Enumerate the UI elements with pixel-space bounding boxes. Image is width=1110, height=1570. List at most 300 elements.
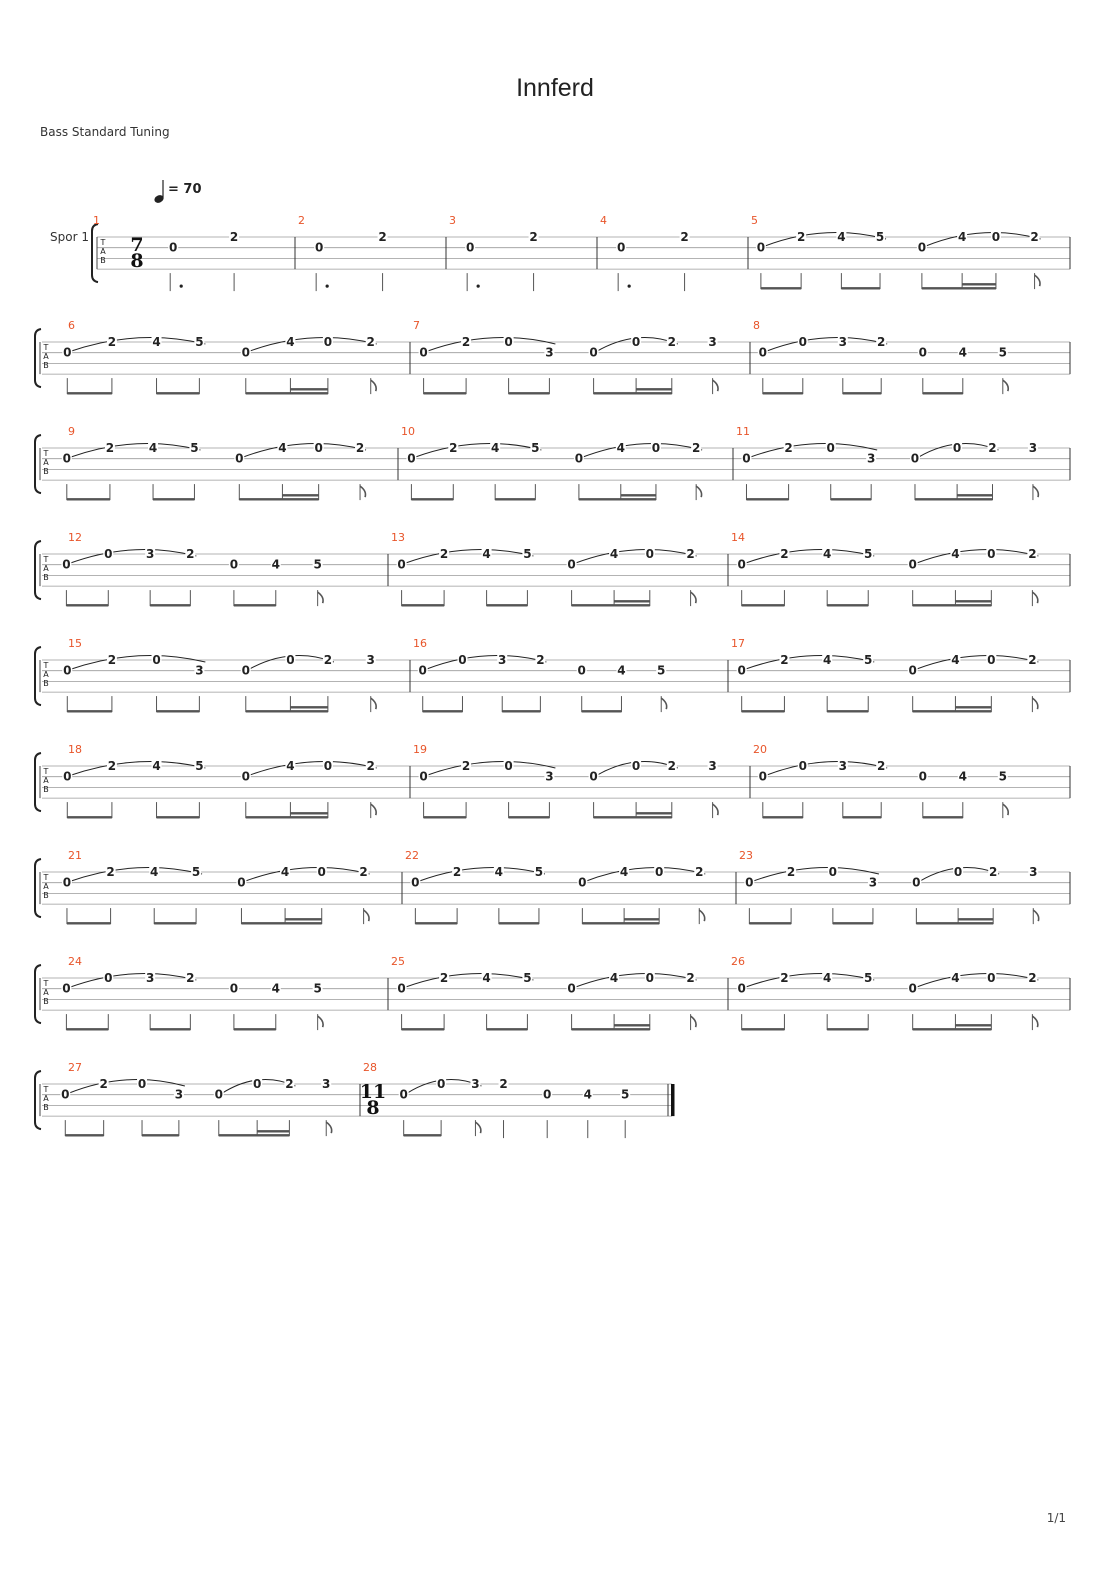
- fret-number: 3: [322, 1077, 331, 1091]
- fret-number: 4: [609, 547, 619, 561]
- fret-number: 0: [411, 875, 420, 890]
- measure: [62, 425, 398, 501]
- measure-number: 25: [391, 955, 405, 968]
- tab-clef-letter: B: [43, 679, 49, 688]
- fret-number: 2: [449, 441, 458, 455]
- tie-arc: [242, 444, 366, 458]
- fret-number: 0: [631, 759, 641, 773]
- fret-number: 0: [314, 240, 324, 255]
- fret-number: 4: [823, 547, 832, 561]
- fret-number: 0: [756, 240, 766, 255]
- tab-clef-letter: A: [43, 352, 49, 361]
- fret-number: 2: [499, 1077, 508, 1091]
- fret-number: 5: [534, 865, 544, 879]
- fret-number: 3: [366, 653, 375, 667]
- fret-number: 5: [191, 865, 201, 879]
- fret-number: 0: [577, 663, 586, 678]
- fret-number: 2: [784, 441, 793, 455]
- beam: [402, 604, 445, 606]
- beam: [594, 392, 672, 394]
- fret-number: 3: [145, 971, 155, 985]
- tie-arc: [745, 656, 875, 670]
- measure-number: 15: [68, 637, 82, 650]
- measure-number: 7: [413, 319, 420, 332]
- sixteenth-beam: [955, 706, 991, 708]
- tab-clef-letter: T: [43, 343, 49, 352]
- sixteenth-beam: [636, 812, 672, 814]
- fret-number: 2: [186, 971, 195, 985]
- fret-number: 0: [918, 345, 927, 360]
- tab-clef-letter: T: [43, 979, 49, 988]
- tie-arc: [916, 550, 1039, 564]
- tab-clef-letter: A: [43, 776, 49, 785]
- fret-number: 0: [465, 240, 475, 255]
- measure-number: 9: [68, 425, 75, 438]
- fret-number: 2: [366, 759, 375, 773]
- tie-arc: [575, 550, 697, 564]
- beam: [246, 710, 328, 712]
- tie-arc: [414, 444, 541, 458]
- fret-number: 0: [314, 441, 323, 455]
- note-flag: [360, 486, 365, 497]
- tie-arc: [405, 974, 534, 988]
- tab-system: [35, 425, 1070, 501]
- tab-system: [35, 531, 1070, 607]
- note-flag: [1032, 1016, 1037, 1027]
- fret-number: 0: [567, 981, 576, 996]
- fret-number: 0: [910, 451, 920, 466]
- fret-number: 0: [252, 1077, 262, 1091]
- measure: [360, 1061, 675, 1138]
- fret-number: 3: [1029, 865, 1038, 879]
- fret-number: 0: [399, 1087, 408, 1102]
- beam: [404, 1134, 441, 1136]
- tab-clef-letter: T: [43, 1085, 49, 1094]
- beam: [841, 287, 880, 289]
- measure: [751, 214, 1070, 290]
- fret-number: 2: [536, 653, 545, 667]
- dot-icon: [628, 285, 631, 288]
- sixteenth-beam: [290, 388, 327, 390]
- note-flag: [691, 1016, 696, 1027]
- measure: [739, 849, 1070, 925]
- fret-number: 2: [106, 865, 115, 879]
- measure-number: 6: [68, 319, 75, 332]
- tab-clef-letter: A: [43, 1094, 49, 1103]
- fret-number: 4: [823, 653, 832, 667]
- measure: [413, 637, 728, 713]
- beam: [913, 604, 992, 606]
- fret-number: 2: [186, 547, 195, 561]
- dot-icon: [326, 285, 329, 288]
- sixteenth-beam: [290, 812, 327, 814]
- tab-clef-letter: T: [43, 661, 49, 670]
- note-flag: [713, 804, 718, 815]
- fret-number: 3: [174, 1087, 184, 1102]
- fret-number: 2: [877, 335, 886, 349]
- note-flag: [696, 486, 701, 497]
- fret-number: 0: [235, 451, 244, 466]
- measure: [405, 849, 736, 925]
- tie-arc: [418, 868, 545, 882]
- fret-number: 0: [987, 653, 996, 667]
- tab-clef-letter: B: [43, 1103, 49, 1112]
- fret-number: 0: [651, 441, 661, 455]
- beam: [922, 287, 996, 289]
- measure-number: 26: [731, 955, 745, 968]
- beam: [827, 1028, 868, 1030]
- fret-number: 2: [366, 335, 375, 349]
- measure: [62, 849, 402, 925]
- measure: [60, 1061, 360, 1137]
- note-flag: [699, 910, 704, 921]
- tempo-value: = 70: [168, 182, 202, 197]
- beam: [241, 922, 321, 924]
- tie-arc: [766, 338, 887, 352]
- fret-number: 0: [912, 875, 921, 890]
- beam: [827, 604, 868, 606]
- tab-clef-letter: B: [43, 467, 49, 476]
- measure-number: 5: [751, 214, 758, 227]
- measure: [449, 214, 597, 291]
- beam: [509, 816, 550, 818]
- beam: [402, 1028, 445, 1030]
- fret-number: 0: [397, 557, 406, 572]
- tie-arc: [745, 974, 875, 988]
- note-flag: [364, 910, 369, 921]
- fret-number: 2: [686, 547, 695, 561]
- note-flag: [371, 380, 376, 391]
- fret-number: 0: [323, 335, 333, 349]
- tab-clef-letter: T: [43, 767, 49, 776]
- fret-number: 0: [758, 345, 767, 360]
- measure: [62, 319, 410, 395]
- note-flag: [318, 592, 323, 603]
- tab-clef-letter: B: [43, 891, 49, 900]
- measure-number: 24: [68, 955, 82, 968]
- measure-number: 17: [731, 637, 745, 650]
- fret-number: 5: [195, 335, 204, 349]
- note-flag: [1003, 380, 1008, 391]
- tie-arc: [249, 338, 377, 352]
- beam: [150, 604, 190, 606]
- tab-system: [35, 1061, 675, 1138]
- measure-number: 19: [413, 743, 427, 756]
- fret-number: 0: [104, 547, 113, 561]
- fret-number: 0: [241, 345, 250, 360]
- fret-number: 0: [61, 1087, 70, 1102]
- measure-number: 11: [736, 425, 750, 438]
- tab-clef-letter: T: [100, 238, 106, 247]
- beam: [424, 392, 467, 394]
- fret-number: 0: [419, 769, 428, 784]
- fret-number: 5: [998, 345, 1007, 360]
- tie-arc: [575, 974, 697, 988]
- tab-clef-letter: B: [43, 997, 49, 1006]
- sixteenth-beam: [624, 918, 659, 920]
- dot-icon: [477, 285, 480, 288]
- fret-number: 2: [989, 865, 998, 879]
- fret-number: 3: [708, 335, 717, 349]
- fret-number: 0: [229, 557, 239, 572]
- fret-number: 2: [695, 865, 704, 879]
- fret-number: 2: [439, 547, 449, 561]
- measure-number: 8: [753, 319, 760, 332]
- note-flag: [1032, 592, 1037, 603]
- fret-number: 0: [214, 1087, 223, 1102]
- tie-arc: [766, 762, 887, 776]
- sixteenth-beam: [285, 918, 322, 920]
- beam: [763, 392, 803, 394]
- fret-number: 3: [838, 335, 847, 349]
- fret-number: 0: [742, 451, 751, 466]
- tie-arc: [752, 868, 879, 882]
- fret-number: 5: [864, 653, 873, 667]
- tie-arc: [69, 974, 196, 988]
- fret-number: 5: [531, 441, 540, 455]
- beam: [913, 710, 992, 712]
- fret-number: 4: [958, 345, 967, 360]
- tie-arc: [427, 338, 556, 352]
- fret-number: 2: [107, 759, 117, 773]
- fret-number: 2: [323, 653, 333, 667]
- fret-number: 0: [655, 865, 664, 879]
- fret-number: 0: [953, 865, 963, 879]
- tab-system: [35, 743, 1070, 819]
- tab-system: [35, 637, 1070, 713]
- note-flag: [371, 698, 376, 709]
- sixteenth-beam: [636, 388, 672, 390]
- tab-clef-letter: A: [43, 458, 49, 467]
- fret-number: 0: [63, 663, 72, 678]
- fret-number: 2: [1028, 653, 1037, 667]
- beam: [234, 1028, 276, 1030]
- measure-number: 28: [363, 1061, 377, 1074]
- measure-number: 23: [739, 849, 753, 862]
- fret-number: 4: [286, 335, 295, 349]
- fret-number: 0: [229, 981, 239, 996]
- measure-number: 2: [298, 214, 305, 227]
- beam: [66, 604, 108, 606]
- note-flag: [1033, 910, 1038, 921]
- tie-arc: [70, 444, 201, 458]
- tab-clef-letter: T: [43, 873, 49, 882]
- fret-number: 0: [397, 981, 406, 996]
- beam: [499, 922, 539, 924]
- fret-number: 2: [529, 230, 538, 244]
- fret-number: 2: [229, 230, 239, 244]
- page-number: 1/1: [1046, 1511, 1066, 1525]
- beam: [219, 1134, 290, 1136]
- measure: [93, 214, 295, 291]
- beam: [411, 498, 453, 500]
- tab-clef-letter: A: [100, 247, 106, 256]
- beam: [761, 287, 801, 289]
- fret-number: 0: [317, 865, 326, 879]
- sixteenth-beam: [962, 283, 996, 285]
- fret-number: 4: [152, 759, 161, 773]
- note-flag: [1035, 275, 1040, 286]
- measure: [61, 955, 388, 1031]
- fret-number: 0: [323, 759, 333, 773]
- tab-clef-letter: B: [43, 573, 49, 582]
- measure-number: 18: [68, 743, 82, 756]
- beam: [827, 710, 868, 712]
- sixteenth-beam: [955, 1024, 991, 1026]
- fret-number: 0: [952, 441, 962, 455]
- tab-system: [35, 319, 1070, 395]
- fret-number: 3: [866, 451, 876, 466]
- beam: [594, 816, 672, 818]
- measure-number: 27: [68, 1061, 82, 1074]
- fret-number: 0: [645, 971, 654, 985]
- measure-number: 20: [753, 743, 767, 756]
- measure: [731, 531, 1070, 607]
- fret-number: 2: [796, 230, 806, 244]
- beam: [66, 1028, 108, 1030]
- beam: [582, 922, 659, 924]
- fret-number: 0: [987, 971, 996, 985]
- fret-number: 5: [190, 441, 199, 455]
- fret-number: 4: [482, 971, 491, 985]
- measure: [736, 425, 1070, 501]
- tab-clef-letter: T: [43, 449, 49, 458]
- measure: [753, 319, 1070, 395]
- note-flag: [1033, 486, 1038, 497]
- fret-number: 2: [359, 865, 368, 879]
- measure: [298, 214, 446, 291]
- beam: [746, 498, 788, 500]
- beam: [742, 1028, 785, 1030]
- beam: [763, 816, 803, 818]
- fret-number: 4: [951, 971, 960, 985]
- fret-number: 5: [621, 1087, 630, 1102]
- note-flag: [1032, 698, 1037, 709]
- fret-number: 3: [868, 875, 878, 890]
- measure: [413, 319, 750, 395]
- fret-number: 2: [439, 971, 449, 985]
- measure-number: 1: [93, 214, 100, 227]
- fret-number: 2: [105, 441, 115, 455]
- beam: [923, 392, 963, 394]
- fret-number: 3: [471, 1077, 480, 1091]
- sixteenth-beam: [282, 494, 318, 496]
- fret-number: 0: [991, 230, 1001, 244]
- beam: [572, 1028, 650, 1030]
- measure-number: 4: [600, 214, 607, 227]
- fret-number: 2: [780, 653, 789, 667]
- fret-number: 3: [838, 759, 847, 773]
- measure: [731, 955, 1070, 1031]
- beam: [67, 922, 111, 924]
- fret-number: 0: [407, 451, 416, 466]
- sixteenth-beam: [955, 600, 991, 602]
- fret-number: 0: [758, 769, 767, 784]
- fret-number: 0: [631, 335, 641, 349]
- beam: [916, 922, 993, 924]
- tie-arc: [69, 550, 196, 564]
- time-signature-numerator: 11: [359, 1081, 387, 1103]
- note-flag: [713, 380, 718, 391]
- song-title: Innferd: [516, 74, 594, 102]
- fret-number: 5: [998, 769, 1007, 784]
- fret-number: 2: [877, 759, 886, 773]
- tie-arc: [582, 444, 702, 458]
- tie-arc: [764, 233, 886, 247]
- measure: [413, 743, 750, 819]
- fret-number: 2: [667, 335, 676, 349]
- measure: [62, 637, 410, 713]
- tab-clef-letter: A: [43, 564, 49, 573]
- fret-number: 3: [195, 663, 204, 678]
- fret-number: 4: [152, 335, 161, 349]
- measure-number: 13: [391, 531, 405, 544]
- beam: [843, 816, 881, 818]
- tie-arc: [70, 762, 205, 776]
- beam: [423, 710, 463, 712]
- beam: [572, 604, 650, 606]
- measure: [731, 637, 1070, 713]
- beam: [487, 1028, 528, 1030]
- fret-number: 2: [378, 230, 387, 244]
- fret-number: 0: [418, 663, 427, 678]
- tie-arc: [426, 656, 547, 670]
- fret-number: 4: [609, 971, 619, 985]
- note-flag: [661, 698, 666, 709]
- fret-number: 0: [917, 240, 927, 255]
- fret-number: 0: [908, 663, 917, 678]
- fret-number: 5: [313, 981, 322, 996]
- fret-number: 3: [498, 653, 507, 667]
- fret-number: 3: [708, 759, 717, 773]
- fret-number: 2: [452, 865, 462, 879]
- tie-arc: [585, 868, 705, 882]
- beam: [150, 1028, 190, 1030]
- beam: [831, 498, 871, 500]
- fret-number: 2: [780, 547, 789, 561]
- fret-number: 0: [241, 769, 250, 784]
- beam: [923, 816, 963, 818]
- beam: [65, 1134, 103, 1136]
- time-signature-numerator: 7: [130, 234, 144, 256]
- tab-clef-letter: B: [100, 256, 106, 265]
- tie-arc: [70, 338, 205, 352]
- fret-number: 2: [786, 865, 796, 879]
- fret-number: 4: [617, 663, 626, 678]
- fret-number: 5: [523, 971, 532, 985]
- beam: [833, 922, 873, 924]
- beam: [157, 392, 200, 394]
- tab-systems: [35, 214, 1070, 1138]
- tab-system: [92, 214, 1070, 291]
- sixteenth-beam: [621, 494, 656, 496]
- fret-number: 4: [280, 865, 290, 879]
- fret-number: 2: [1028, 971, 1037, 985]
- fret-number: 0: [504, 759, 513, 773]
- fret-number: 0: [798, 759, 807, 773]
- fret-number: 2: [1028, 547, 1037, 561]
- measure: [61, 531, 388, 607]
- fret-number: 2: [285, 1077, 294, 1091]
- fret-number: 5: [195, 759, 204, 773]
- beam: [915, 498, 993, 500]
- tab-system: [35, 955, 1070, 1031]
- fret-number: 4: [286, 759, 295, 773]
- fret-number: 0: [62, 557, 71, 572]
- time-signature-denominator: 8: [130, 250, 144, 272]
- fret-number: 0: [63, 769, 72, 784]
- tab-clef-letter: A: [43, 670, 49, 679]
